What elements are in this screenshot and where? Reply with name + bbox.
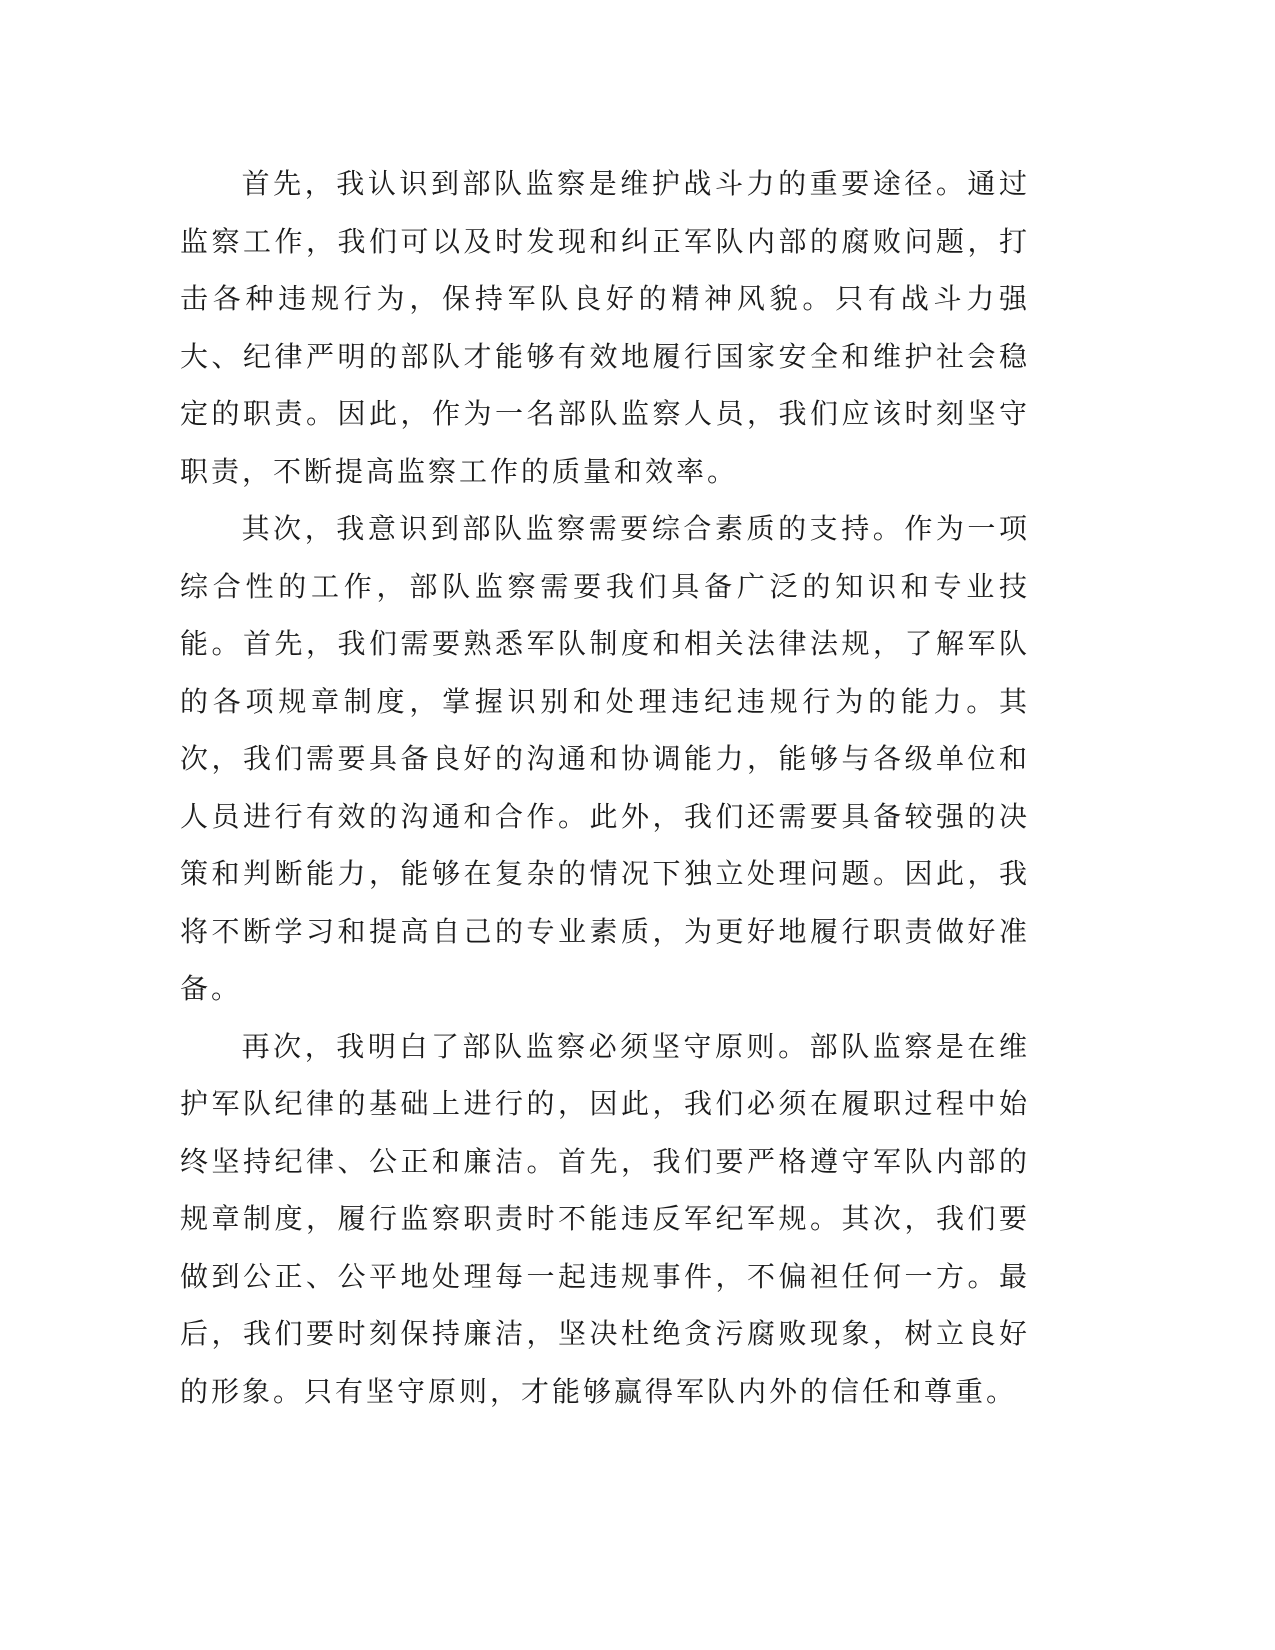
document-page — [180, 155, 1030, 1420]
paragraph-1: 首先，我认识到部队监察是维护战斗力的重要途径。通过监察工作，我们可以及时发现和纠正军队内部的腐败问题，打击各种违规行为，保持军队良好的精神风貌。只有战斗力强大、纪律严明的部队才能够有效地履行国家安全和维护社会稳定的职责。因此，作为一名部队监察人员，我们应该时刻坚守职责，不断提高监察工作的质量和效率。 — [180, 167, 1030, 488]
paragraph-3: 再次，我明白了部队监察必须坚守原则。部队监察是在维护军队纪律的基础上进行的，因此，我们必须在履职过程中始终坚持纪律、公正和廉洁。首先，我们要严格遵守军队内部的规章制度，履行监察职责时不能违反军纪军规。其次，我们要做到公正、公平地处理每一起违规事件，不偏袒任何一方。最后，我们要时刻保持廉洁，坚决杜绝贪污腐败现象，树立良好的形象。只有坚守原则，才能够赢得军队内外的信任和尊重。 — [180, 1029, 1030, 1408]
paragraph-2: 其次，我意识到部队监察需要综合素质的支持。作为一项综合性的工作，部队监察需要我们具备广泛的知识和专业技能。首先，我们需要熟悉军队制度和相关法律法规，了解军队的各项规章制度，掌握识别和处理违纪违规行为的能力。其次，我们需要具备良好的沟通和协调能力，能够与各级单位和人员进行有效的沟通和合作。此外，我们还需要具备较强的决策和判断能力，能够在复杂的情况下独立处理问题。因此，我将不断学习和提高自己的专业素质，为更好地履行职责做好准备。 — [180, 512, 1030, 1005]
